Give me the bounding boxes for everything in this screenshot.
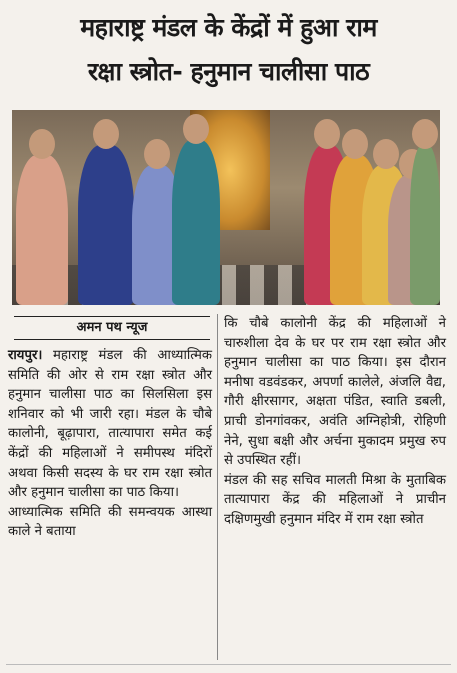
headline (8, 6, 449, 94)
woman-head (342, 129, 368, 159)
headline-line-1: महाराष्ट्र मंडल के केंद्रों में हुआ राम (80, 13, 377, 42)
woman-figure (172, 140, 220, 305)
woman-head (144, 139, 170, 169)
article-paragraph-1 (8, 346, 212, 503)
paragraph-1-text: महाराष्ट्र मंडल की आध्यात्मिक समिति की ओर से राम रक्षा स्त्रोत और हनुमान चालीसा पाठ का सिलसिला इस शनिवार को भी जारी रहा। मंडल के चौबे कालोनी, बूढ़ापारा, तात्यापारा समेत कई केंद्रों की महिलाओं ने समीपस्थ मंदिरों अथवा किसी सदस्य के घर राम रक्षा स्त्रोत और हनुमान चालीसा का पाठ किया। (8, 348, 212, 501)
headline-line-2: रक्षा स्त्रोत- हनुमान चालीसा पाठ (87, 57, 370, 86)
byline: अमन पथ न्यूज (14, 316, 210, 340)
woman-head (412, 119, 438, 149)
woman-figure (78, 145, 134, 305)
woman-head (373, 139, 399, 169)
article-paragraph-4: मंडल की सह सचिव मालती मिश्रा के मुताबिक तात्यापारा केंद्र की महिलाओं ने प्राचीन दक्षिणमुखी हनुमान मंदिर में राम रक्षा स्त्रोत (224, 472, 446, 527)
article-paragraph-2: आध्यात्मिक समिति की समन्वयक आस्था काले ने बताया (8, 504, 212, 540)
woman-head (314, 119, 340, 149)
article-paragraph-3: कि चौबे कालोनी केंद्र की महिलाओं ने चारुशीला देव के घर पर राम रक्षा स्त्रोत और हनुमान चालीसा का पाठ किया। इस दौरान मनीषा वडवंडकर, अपर्णा कालेले, अंजलि वैद्य, गौरी क्षीरसागर, अक्षता पंडित, स्वाति डबली, प्राची डोनगांवकर, अवंति अग्निहोत्री, रोहिणी नेने, सुधा बक्षी और अर्चना मुकादम प्रमुख रुप से उपस्थित रहीं। (224, 316, 446, 469)
article-column-right (224, 314, 446, 530)
woman-figure (16, 155, 68, 305)
news-photo (12, 110, 440, 305)
column-divider (217, 314, 218, 660)
woman-head (93, 119, 119, 149)
woman-head (183, 114, 209, 144)
woman-head (29, 129, 55, 159)
article-column-left (8, 346, 212, 542)
woman-figure (410, 145, 440, 305)
dateline: रायपुर। (8, 348, 43, 363)
bottom-divider (6, 664, 451, 665)
